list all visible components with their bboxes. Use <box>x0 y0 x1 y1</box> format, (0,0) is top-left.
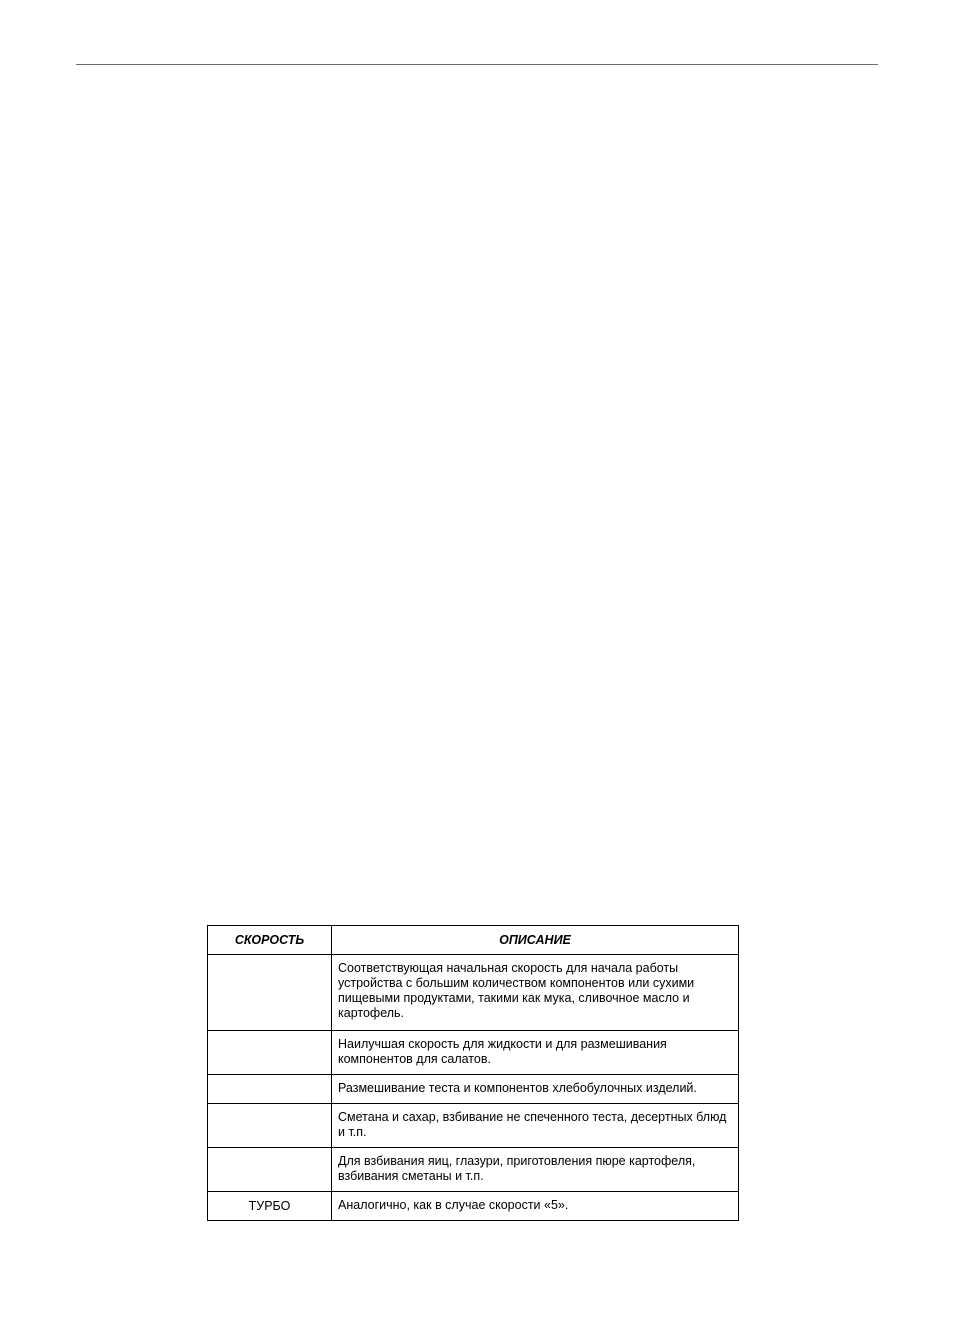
table-row <box>208 1031 739 1075</box>
speed-description-table <box>207 925 739 1221</box>
speed-column-header: СКОРОСТЬ <box>208 926 332 955</box>
speed-cell: ТУРБО <box>208 1192 332 1221</box>
description-cell: Наилучшая скорость для жидкости и для размешивания компонентов для салатов. <box>332 1031 739 1075</box>
speed-cell <box>208 1104 332 1148</box>
table-header-row <box>208 926 739 955</box>
table-row <box>208 955 739 1031</box>
description-column-header: ОПИСАНИЕ <box>332 926 739 955</box>
table-row <box>208 1075 739 1104</box>
description-cell: Аналогично, как в случае скорости «5». <box>332 1192 739 1221</box>
speed-cell <box>208 1075 332 1104</box>
table-row <box>208 1104 739 1148</box>
description-cell: Сметана и сахар, взбивание не спеченного теста, десертных блюд и т.п. <box>332 1104 739 1148</box>
speed-cell <box>208 955 332 1031</box>
description-cell: Соответствующая начальная скорость для начала работы устройства с большим количеством компонентов или сухими пищевыми продуктами, такими как мука, сливочное масло и картофель. <box>332 955 739 1031</box>
table-row <box>208 1192 739 1221</box>
header-rule <box>76 64 878 65</box>
table-row <box>208 1148 739 1192</box>
description-cell: Размешивание теста и компонентов хлебобулочных изделий. <box>332 1075 739 1104</box>
speed-cell <box>208 1031 332 1075</box>
description-cell: Для взбивания яиц, глазури, приготовления пюре картофеля, взбивания сметаны и т.п. <box>332 1148 739 1192</box>
speed-cell <box>208 1148 332 1192</box>
